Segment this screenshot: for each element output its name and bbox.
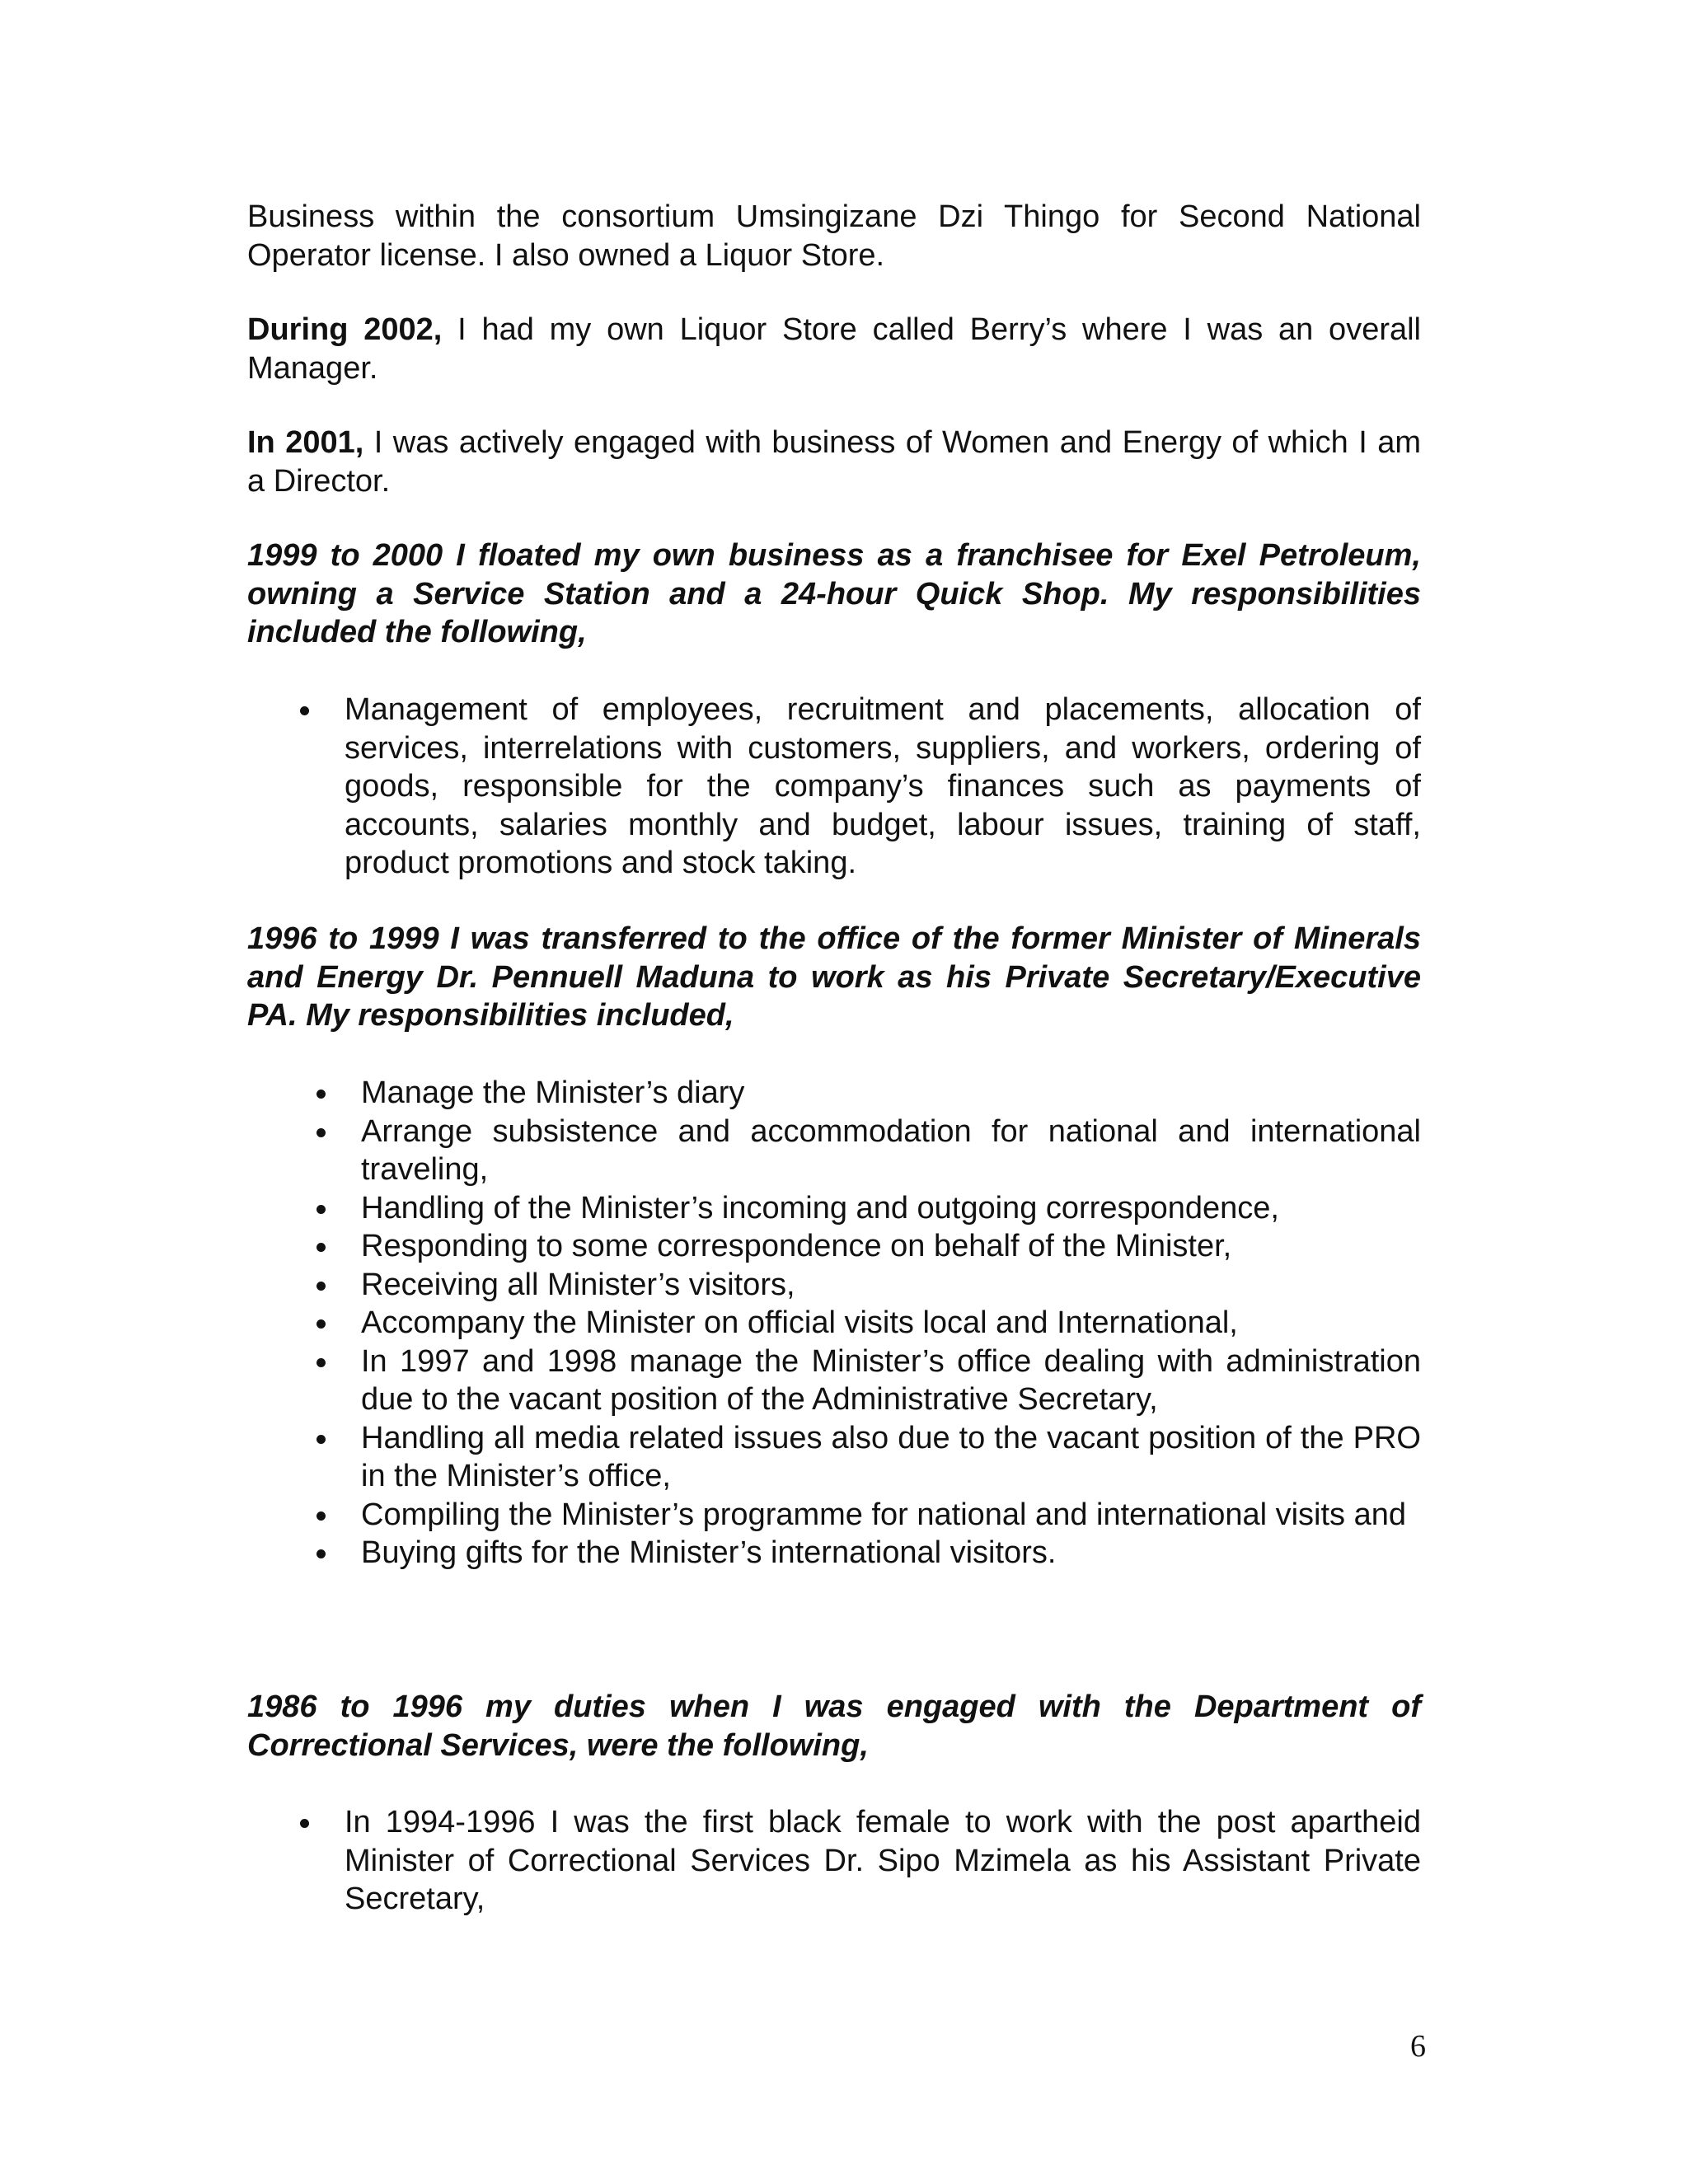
bullet-icon — [316, 1358, 326, 1367]
bullet-icon — [316, 1205, 326, 1214]
list-item-text: Buying gifts for the Minister’s international visitors. — [361, 1535, 1057, 1570]
list-item-text: Accompany the Minister on official visits local and International, — [361, 1305, 1238, 1340]
list-item — [361, 1343, 1421, 1419]
intro-paragraph — [247, 198, 1421, 274]
list-item — [361, 1419, 1421, 1496]
bullet-icon — [316, 1090, 326, 1099]
list-item-text: Handling all media related issues also due to the vacant position of the PRO in the Minister’s office, — [361, 1420, 1421, 1493]
list-item — [361, 1266, 1421, 1305]
bullet-icon — [316, 1319, 326, 1329]
section-1996-list — [361, 1074, 1421, 1572]
list-item — [345, 691, 1421, 883]
section-1999-list — [345, 691, 1421, 883]
bullet-icon — [300, 706, 309, 715]
list-item — [361, 1496, 1421, 1535]
entry-2001-paragraph — [247, 424, 1421, 500]
list-item — [345, 1803, 1421, 1919]
list-item — [361, 1074, 1421, 1113]
intro-text: Business within the consortium Umsingizane Dzi Thingo for Second National Operator license. I also owned a Liquor Store. — [247, 199, 1421, 273]
bullet-icon — [300, 1819, 309, 1828]
list-item — [361, 1189, 1421, 1228]
bullet-icon — [316, 1243, 326, 1252]
list-item-text: In 1994-1996 I was the first black female to work with the post apartheid Minister of Correctional Services Dr. Sipo Mzimela as his Assistant Private Secretary, — [345, 1805, 1421, 1916]
list-item-text: Responding to some correspondence on behalf of the Minister, — [361, 1229, 1232, 1263]
entry-2002-paragraph — [247, 311, 1421, 387]
list-item — [361, 1113, 1421, 1189]
entry-2002-text: I had my own Liquor Store called Berry’s where I was an overall Manager. — [247, 312, 1422, 386]
list-item-text: In 1997 and 1998 manage the Minister’s office dealing with administration due to the vacant position of the Administrative Secretary, — [361, 1343, 1421, 1417]
list-item-text: Handling of the Minister’s incoming and outgoing correspondence, — [361, 1190, 1279, 1226]
list-item-text: Compiling the Minister’s programme for national and international visits and — [361, 1497, 1407, 1532]
list-item — [361, 1534, 1421, 1572]
page-number: 6 — [1410, 2029, 1426, 2064]
bullet-icon — [316, 1549, 326, 1558]
list-item — [361, 1227, 1421, 1266]
section-1999-heading: 1999 to 2000 I floated my own business as a franchisee for Exel Petroleum, owning a Service Station and a 24-hour Quick Shop. My responsibilities included the following, — [247, 538, 1421, 649]
list-item-text: Management of employees, recruitment and placements, allocation of services, interrelations with customers, suppliers, and workers, ordering of goods, responsible for the company’s finances such as payments of accounts, salaries monthly and budget, labour issues, training of staff, product promotions and stock taking. — [345, 692, 1421, 880]
section-1986-list — [345, 1803, 1421, 1919]
bullet-icon — [316, 1511, 326, 1521]
bullet-icon — [316, 1435, 326, 1444]
entry-2001-lead: In 2001, — [247, 425, 364, 460]
list-item — [361, 1304, 1421, 1343]
section-1986-heading: 1986 to 1996 my duties when I was engaged with the Department of Correctional Services, were the following, — [247, 1690, 1421, 1763]
list-item-text: Receiving all Minister’s visitors, — [361, 1267, 795, 1302]
entry-2001-text: I was actively engaged with business of Women and Energy of which I am a Director. — [247, 425, 1422, 499]
list-item-text: Manage the Minister’s diary — [361, 1076, 745, 1110]
entry-2002-lead: During 2002, — [247, 312, 443, 347]
list-item-text: Arrange subsistence and accommodation for national and international traveling, — [361, 1113, 1421, 1187]
bullet-icon — [316, 1282, 326, 1291]
section-1996-heading: 1996 to 1999 I was transferred to the office of the former Minister of Minerals and Energy Dr. Pennuell Maduna to work as his Private Secretary/Executive PA. My responsibilities included, — [247, 921, 1421, 1033]
bullet-icon — [316, 1128, 326, 1137]
